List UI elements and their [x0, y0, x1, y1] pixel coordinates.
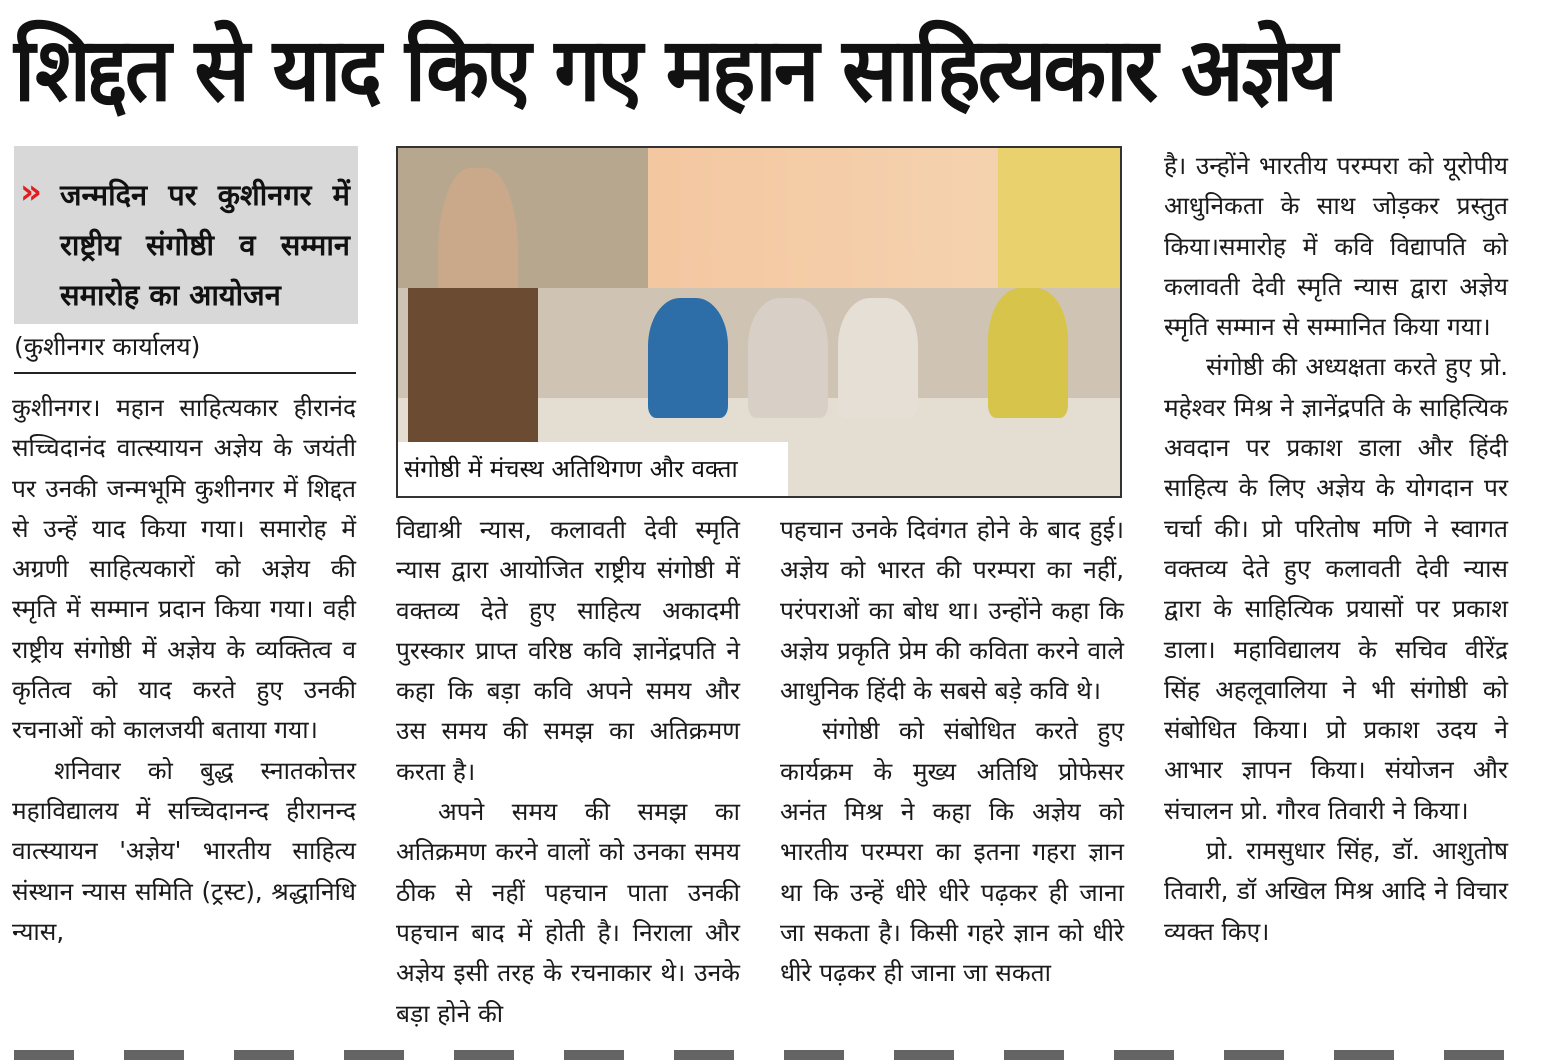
paragraph: संगोष्ठी की अध्यक्षता करते हुए प्रो. महेश्वर मिश्र ने ज्ञानेंद्रपति के साहित्यिक अवदान पर प्रकाश डाला और हिंदी साहित्य के लिए अज्ञेय के योगदान पर चर्चा की। प्रो परितोष मणि ने स्वागत वक्तव्य देते हुए कलावती देवी न्यास द्वारा के साहित्यिक प्रयासों पर प्रकाश डाला। महाविद्यालय के सचिव वीरेंद्र सिंह अहलूवालिया ने भी संगोष्ठी को संबोधित किया। प्रो प्रकाश उदय ने आभार ज्ञापन किया। संयोजन और संचालन प्रो. गौरव तिवारी ने किया।	[1164, 352, 1508, 825]
headline: शिद्दत से याद किए गए महान साहित्यकार अज्ञेय	[14, 18, 1336, 121]
paragraph: अपने समय की समझ का अतिक्रमण करने वालों को उनका समय ठीक से नहीं पहचान पाता उनकी पहचान बाद में होती है। निराला और अज्ञेय इसी तरह के रचनाकार थे। उनके बड़ा होने की	[396, 797, 740, 1028]
paragraph: पहचान उनके दिवंगत होने के बाद हुई।अज्ञेय को भारत की परम्परा का नहीं, परंपराओं का बोध था। उन्होंने कहा कि अज्ञेय प्रकृति प्रेम की कविता करने वाले आधुनिक हिंदी के सबसे बड़े कवि थे।	[780, 515, 1124, 706]
photo-guest	[838, 298, 918, 418]
article-column-3	[780, 510, 1124, 994]
photo-guest	[648, 298, 728, 418]
event-photo	[396, 146, 1122, 498]
next-article-fragment	[14, 1050, 1524, 1060]
photo-caption: संगोष्ठी में मंचस्थ अतिथिगण और वक्ता	[398, 442, 788, 496]
article-column-2	[396, 510, 740, 1034]
divider	[14, 372, 356, 374]
subheadline: जन्मदिन पर कुशीनगर में राष्ट्रीय संगोष्ठी व सम्मान समारोह का आयोजन	[60, 178, 350, 312]
paragraph: है। उन्होंने भारतीय परम्परा को यूरोपीय आधुनिकता के साथ जोड़कर प्रस्तुत किया।समारोह में कवि विद्यापति को कलावती देवी स्मृति न्यास द्वारा अज्ञेय स्मृति सम्मान से सम्मानित किया गया।	[1164, 151, 1508, 342]
paragraph: कुशीनगर। महान साहित्यकार हीरानंद सच्चिदानंद वात्स्यायन अज्ञेय के जयंती पर उनकी जन्मभूमि कुशीनगर में शिद्दत से उन्हें याद किया गया। समारोह में अग्रणी साहित्यकारों को अज्ञेय की स्मृति में सम्मान प्रदान किया गया। वही राष्ट्रीय संगोष्ठी में अज्ञेय के व्यक्तित्व व कृतित्व को याद करते हुए उनकी रचनाओं को कालजयी बताया गया।	[12, 393, 356, 745]
bureau-credit: (कुशीनगर कार्यालय)	[14, 332, 201, 361]
paragraph: शनिवार को बुद्ध स्नातकोत्तर महाविद्यालय में सच्चिदानन्द हीरानन्द वात्स्यायन 'अज्ञेय' भारतीय साहित्य संस्थान न्यास समिति (ट्रस्ट), श्रद्धानिधि न्यास,	[12, 755, 356, 946]
article-column-4	[1164, 146, 1508, 952]
subheadline-box	[14, 146, 358, 324]
article-column-1	[12, 388, 356, 952]
photo-guest	[748, 298, 828, 418]
double-chevron-icon: »	[20, 172, 42, 212]
paragraph: संगोष्ठी को संबोधित करते हुए कार्यक्रम के मुख्य अतिथि प्रोफेसर अनंत मिश्र ने कहा कि अज्ञेय को भारतीय परम्परा का इतना गहरा ज्ञान था कि उन्हें धीरे धीरे पढ़कर ही जाना जा सकता है। किसी गहरे ज्ञान को धीरे धीरे पढ़कर ही जाना जा सकता	[780, 716, 1124, 988]
photo-guest	[988, 288, 1068, 418]
paragraph: प्रो. रामसुधार सिंह, डॉ. आशुतोष तिवारी, डॉ अखिल मिश्र आदि ने विचार व्यक्त किए।	[1164, 836, 1508, 946]
paragraph: विद्याश्री न्यास, कलावती देवी स्मृति न्यास द्वारा आयोजित राष्ट्रीय संगोष्ठी में वक्तव्य देते हुए साहित्य अकादमी पुरस्कार प्राप्त वरिष्ठ कवि ज्ञानेंद्रपति ने कहा कि बड़ा कवि अपने समय और उस समय की समझ का अतिक्रमण करता है।	[396, 515, 740, 786]
